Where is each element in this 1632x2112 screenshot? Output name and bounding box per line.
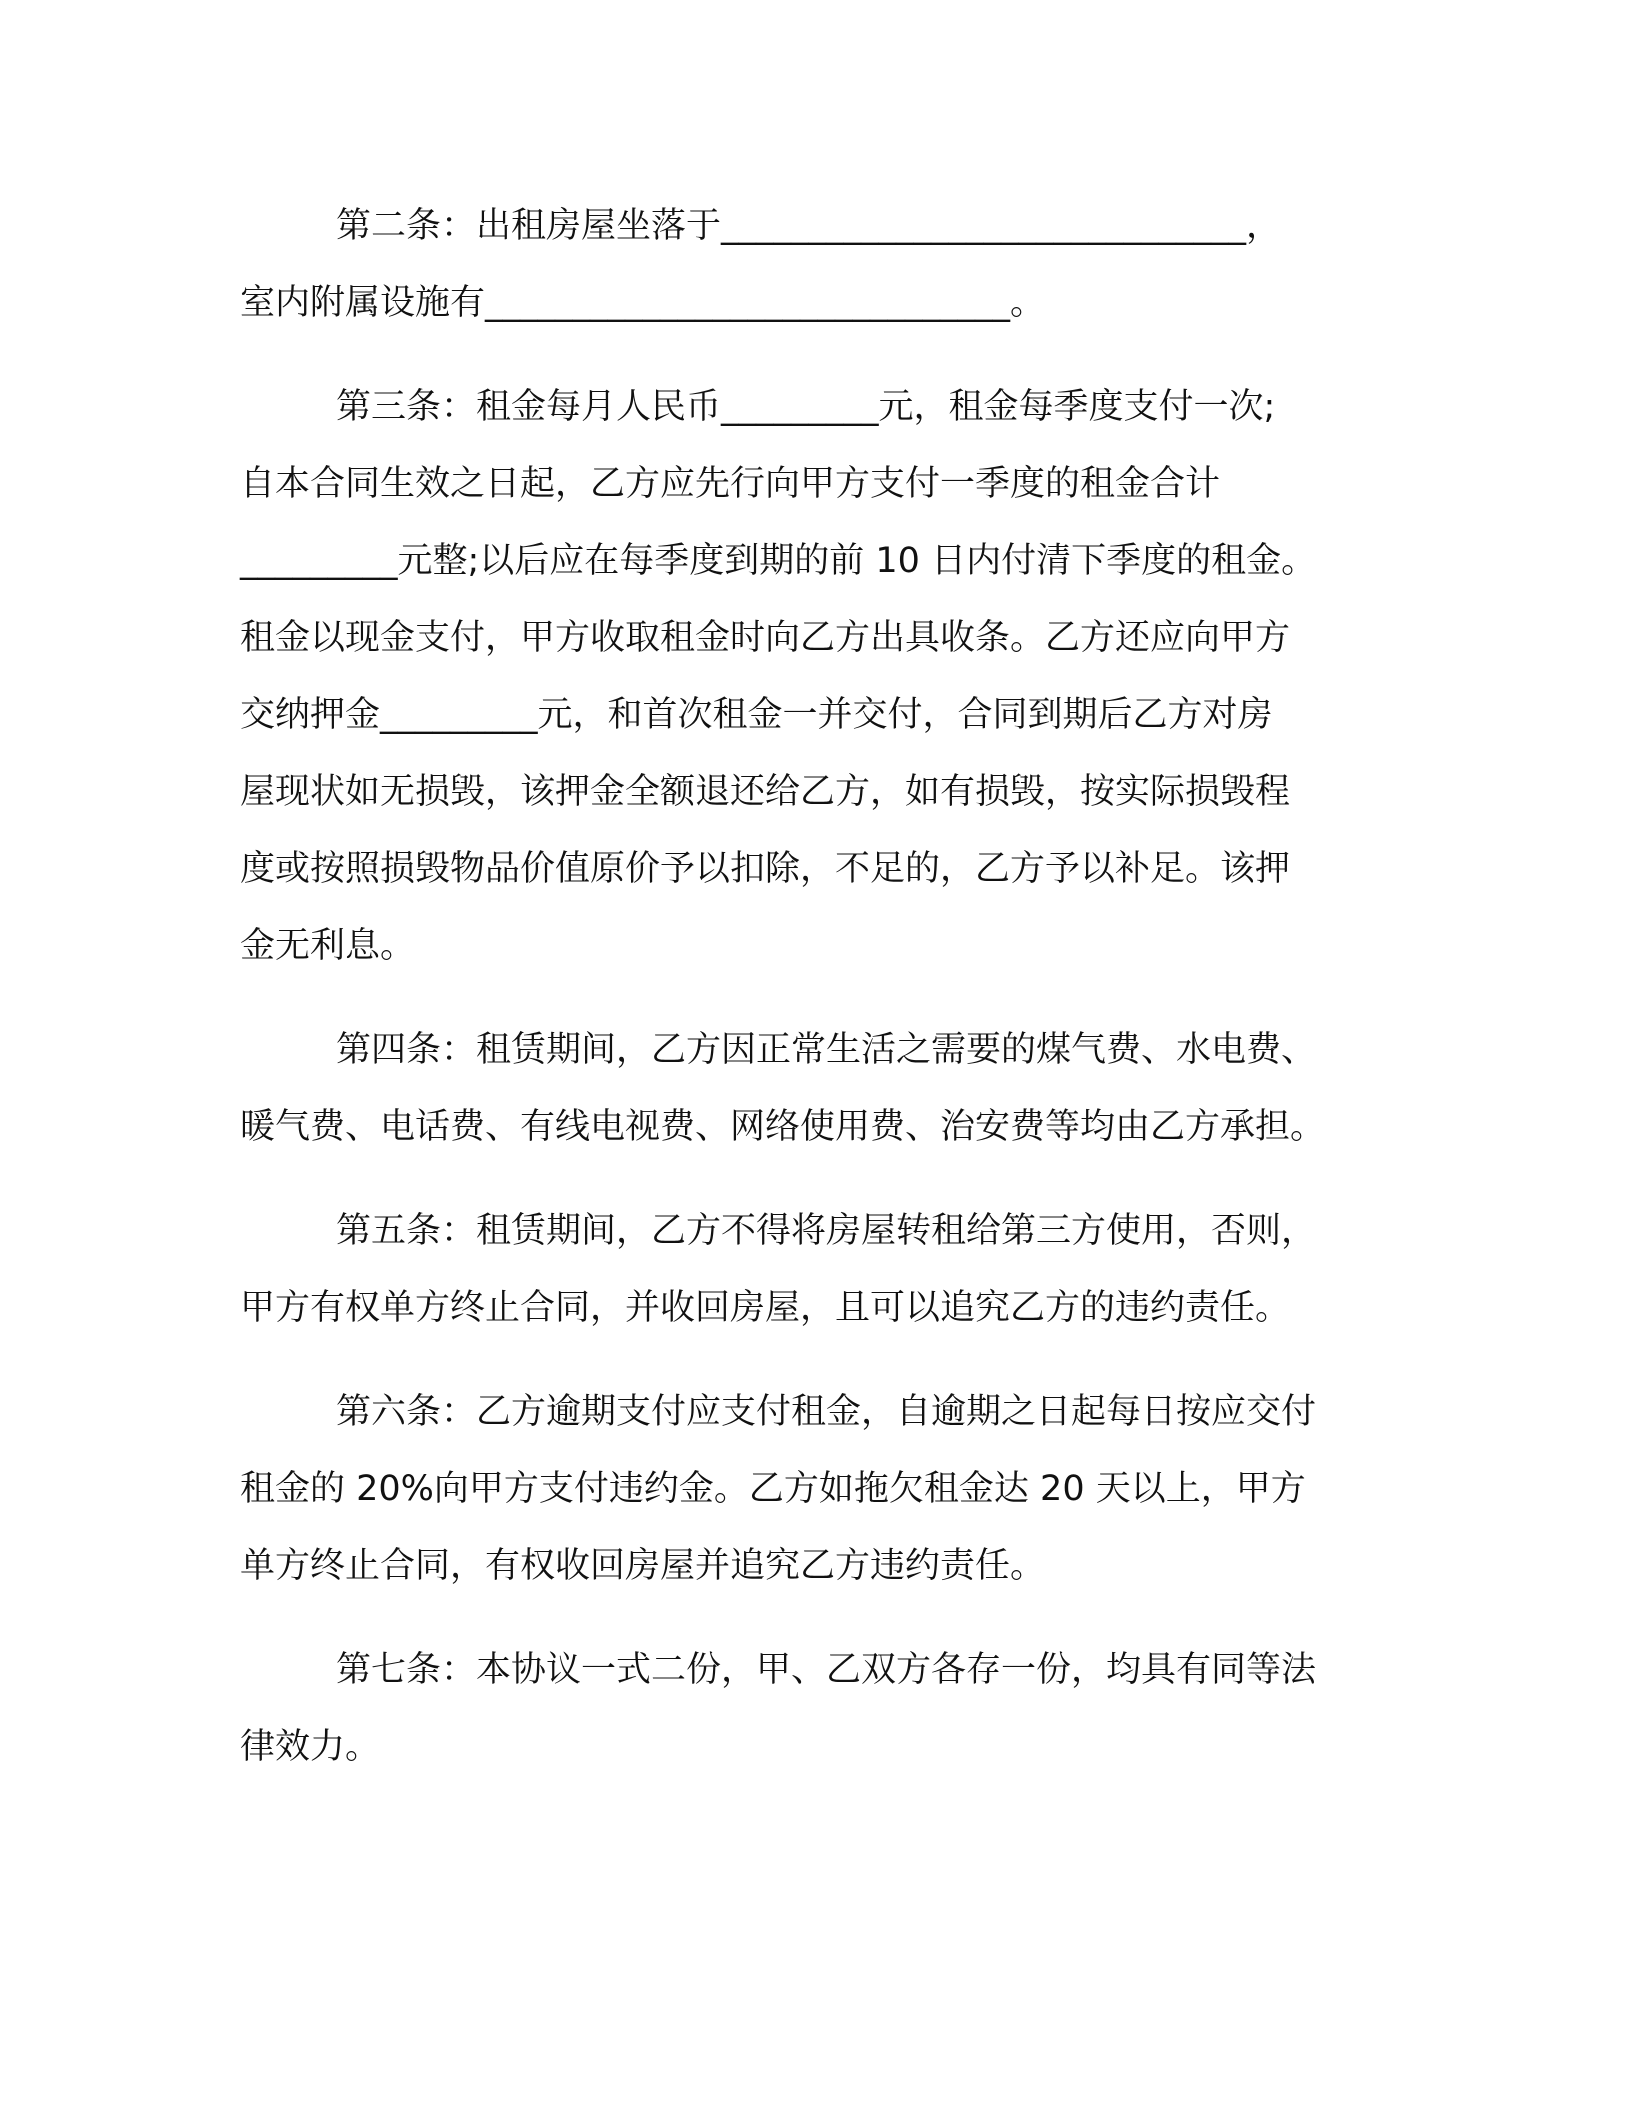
article-3-line-4: 租金以现金支付，甲方收取租金时向乙方出具收条。乙方还应向甲方 <box>240 618 1291 658</box>
article-4 <box>240 1012 1380 1166</box>
article-6-line-2: 租金的 20%向甲方支付违约金。乙方如拖欠租金达 20 天以上，甲方 <box>240 1469 1306 1509</box>
article-3-line-7: 度或按照损毁物品价值原价予以扣除，不足的，乙方予以补足。该押 <box>240 849 1291 889</box>
article-7-line-1: 第七条：本协议一式二份，甲、乙双方各存一份，均具有同等法 <box>336 1650 1317 1690</box>
article-4-line-1: 第四条：租赁期间，乙方因正常生活之需要的煤气费、水电费、 <box>336 1030 1317 1070</box>
contract-body <box>240 188 1380 1813</box>
article-3-line-3: _________元整;以后应在每季度到期的前 10 日内付清下季度的租金。 <box>240 541 1317 581</box>
article-2-line-1: 第二条：出租房屋坐落于______________________________， <box>336 206 1282 246</box>
article-2-line-2: 室内附属设施有______________________________。 <box>240 283 1046 323</box>
article-7 <box>240 1632 1380 1786</box>
article-3-line-8: 金无利息。 <box>240 926 416 966</box>
article-7-line-2: 律效力。 <box>240 1727 381 1767</box>
article-6 <box>240 1374 1380 1605</box>
article-3 <box>240 369 1380 985</box>
article-2 <box>240 188 1380 342</box>
article-3-line-5: 交纳押金_________元，和首次租金一并交付，合同到期后乙方对房 <box>240 695 1273 735</box>
article-5 <box>240 1193 1380 1347</box>
article-3-line-1: 第三条：租金每月人民币_________元，租金每季度支付一次; <box>336 387 1276 427</box>
article-4-line-2: 暖气费、电话费、有线电视费、网络使用费、治安费等均由乙方承担。 <box>240 1107 1326 1147</box>
article-3-line-2: 自本合同生效之日起，乙方应先行向甲方支付一季度的租金合计 <box>240 464 1221 504</box>
article-3-line-6: 屋现状如无损毁，该押金全额退还给乙方，如有损毁，按实际损毁程 <box>240 772 1291 812</box>
article-5-line-1: 第五条：租赁期间，乙方不得将房屋转租给第三方使用，否则， <box>336 1211 1317 1251</box>
article-6-line-1: 第六条：乙方逾期支付应支付租金，自逾期之日起每日按应交付 <box>336 1392 1317 1432</box>
article-5-line-2: 甲方有权单方终止合同，并收回房屋，且可以追究乙方的违约责任。 <box>240 1288 1291 1328</box>
article-6-line-3: 单方终止合同，有权收回房屋并追究乙方违约责任。 <box>240 1546 1046 1586</box>
